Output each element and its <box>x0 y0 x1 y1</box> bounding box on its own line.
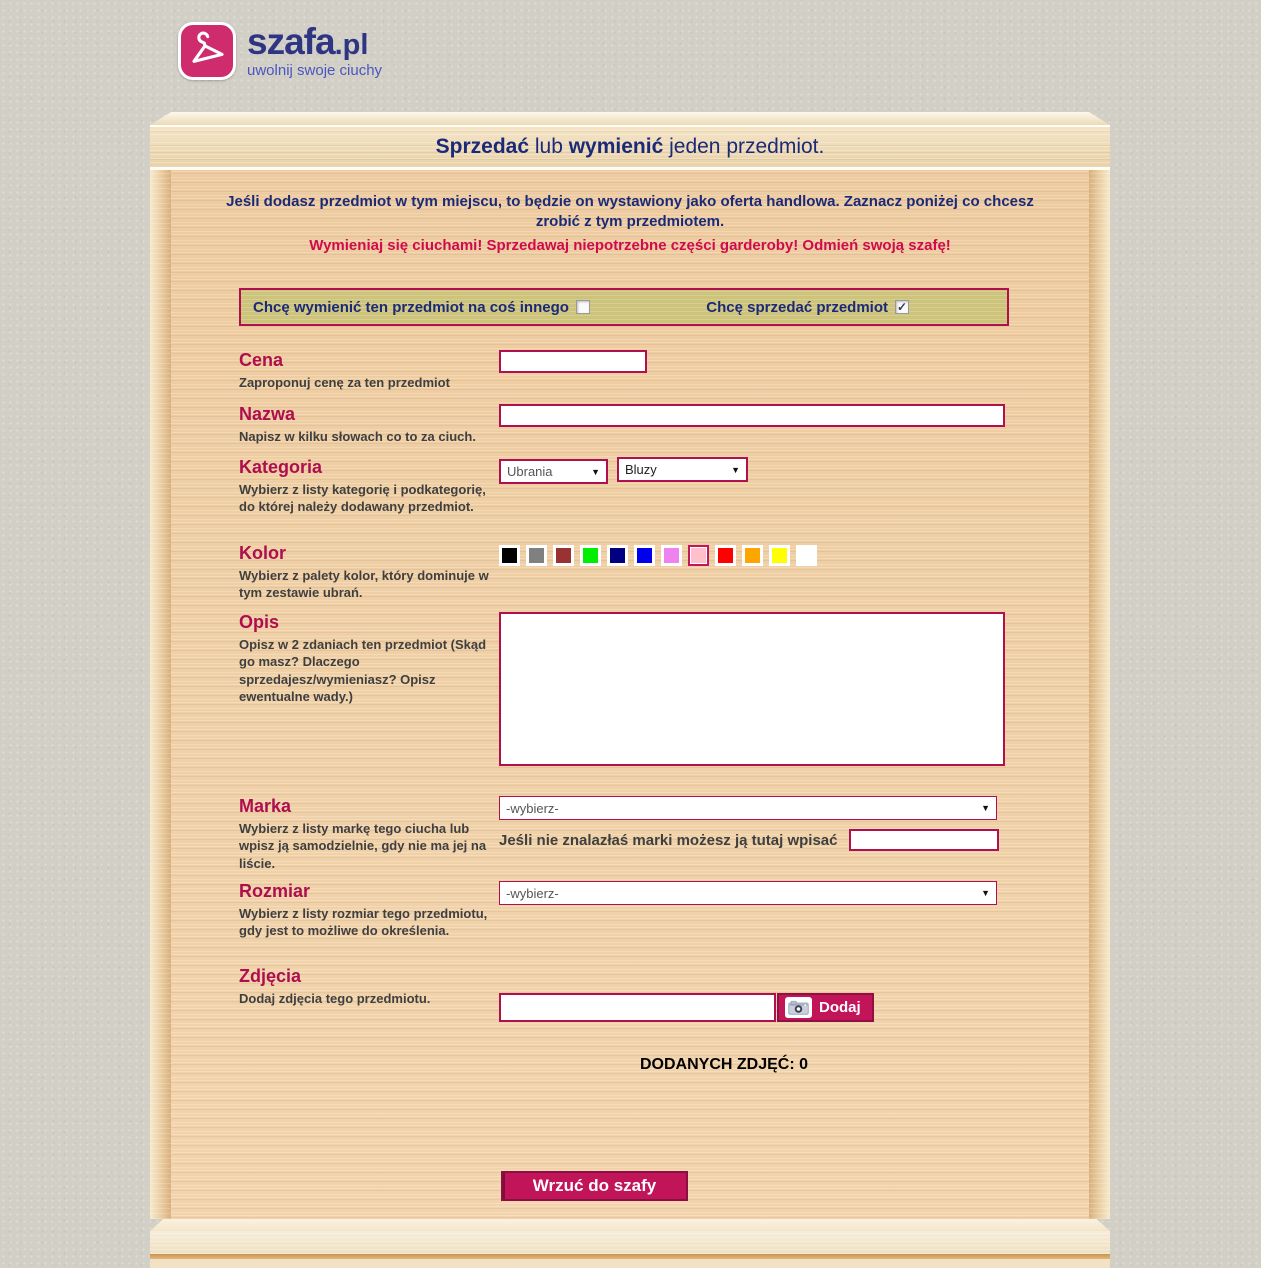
photo-count-value: 0 <box>799 1056 809 1073</box>
intro-call-to-action: Wymieniaj się ciuchami! Sprzedawaj niepotrzebne części garderoby! Odmień swoją szafę! <box>309 237 951 254</box>
sell-option-label: Chcę sprzedać przedmiot <box>706 298 888 316</box>
brand-helper: Wybierz z listy markę tego ciucha lub wpisz ją samodzielnie, gdy nie ma jej na liście. <box>239 820 487 871</box>
name-input[interactable] <box>499 404 1005 427</box>
wardrobe-top-bevel <box>150 112 1110 125</box>
brand-name: szafa <box>247 21 335 62</box>
intro-block <box>215 192 1045 254</box>
camera-icon <box>785 997 812 1018</box>
add-photo-button[interactable] <box>777 993 874 1022</box>
chevron-down-icon: ▼ <box>981 888 990 898</box>
photos-label: Zdjęcia <box>239 966 302 986</box>
brand-row <box>171 796 1089 881</box>
brand-label: Marka <box>239 796 292 816</box>
wardrobe-base-bevel <box>150 1219 1110 1231</box>
color-swatch-fill-navy <box>610 548 625 563</box>
category-row <box>171 457 1089 543</box>
price-input[interactable] <box>499 350 647 373</box>
brand-tld: .pl <box>334 29 369 61</box>
color-swatch-fill-red <box>718 548 733 563</box>
brand-manual-label: Jeśli nie znalazłaś marki możesz ją tutaj wpisać <box>499 831 838 849</box>
color-swatch-black[interactable] <box>499 545 520 566</box>
photos-helper: Dodaj zdjęcia tego przedmiotu. <box>239 990 431 1006</box>
price-label: Cena <box>239 350 284 370</box>
color-swatch-fill-gray <box>529 548 544 563</box>
add-photo-button-label: Dodaj <box>819 999 861 1016</box>
color-swatch-red[interactable] <box>715 545 736 566</box>
title-rest: jeden przedmiot. <box>663 135 825 158</box>
hanger-icon <box>178 22 236 80</box>
category-label: Kategoria <box>239 457 323 477</box>
color-swatch-fill-yellow <box>772 548 787 563</box>
intro-text: Jeśli dodasz przedmiot w tym miejscu, to będzie on wystawiony jako oferta handlowa. Zaznacz poniżej co chcesz zrobić z tym przedmiotem. <box>226 193 1034 230</box>
size-select-value: -wybierz- <box>506 885 559 901</box>
color-helper: Wybierz z palety kolor, który dominuje w tym zestawie ubrań. <box>239 567 489 601</box>
exchange-option-label: Chcę wymienić ten przedmiot na coś innego <box>253 298 569 316</box>
wardrobe-frame <box>150 112 1110 1268</box>
color-swatch-white[interactable] <box>796 545 817 566</box>
chevron-down-icon: ▼ <box>591 466 600 477</box>
form-panel <box>171 170 1089 1219</box>
name-label: Nazwa <box>239 404 296 424</box>
color-swatch-fill-brown <box>556 548 571 563</box>
wardrobe-right-rail <box>1089 170 1110 1219</box>
photos-row <box>171 966 1089 1026</box>
chevron-down-icon: ▼ <box>731 464 740 475</box>
title-word-or: lub <box>529 135 569 158</box>
sell-option <box>706 299 909 316</box>
sell-checkbox[interactable]: ✓ <box>896 300 908 314</box>
wardrobe-base-foot <box>150 1259 1110 1268</box>
color-swatch-brown[interactable] <box>553 545 574 566</box>
description-row <box>171 612 1089 796</box>
exchange-option <box>253 299 590 316</box>
brand-manual-input[interactable] <box>849 829 999 851</box>
color-row <box>171 543 1089 612</box>
photo-count <box>499 1056 949 1074</box>
price-helper: Zaproponuj cenę za ten przedmiot <box>239 374 450 390</box>
name-row <box>171 404 1089 457</box>
subcategory-select[interactable] <box>617 457 748 482</box>
size-label: Rozmiar <box>239 881 311 901</box>
color-swatch-orange[interactable] <box>742 545 763 566</box>
description-textarea[interactable] <box>499 612 1005 766</box>
description-label: Opis <box>239 612 280 632</box>
chevron-down-icon: ▼ <box>981 803 990 813</box>
color-swatch-green[interactable] <box>580 545 601 566</box>
color-swatch-fill-black <box>502 548 517 563</box>
name-helper: Napisz w kilku słowach co to za ciuch. <box>239 428 476 444</box>
color-palette <box>499 545 1089 566</box>
color-swatch-fill-white <box>799 548 814 563</box>
category-helper: Wybierz z listy kategorię i podkategorię, do której należy dodawany przedmiot. <box>239 481 486 515</box>
color-swatch-fill-orange <box>745 548 760 563</box>
color-swatch-navy[interactable] <box>607 545 628 566</box>
brand-tagline: uwolnij swoje ciuchy <box>247 62 383 79</box>
color-swatch-yellow[interactable] <box>769 545 790 566</box>
color-swatch-fill-blue <box>637 548 652 563</box>
price-row <box>171 350 1089 404</box>
wardrobe-left-rail <box>150 170 171 1219</box>
size-select[interactable] <box>499 881 997 905</box>
color-swatch-fill-green <box>583 548 598 563</box>
photo-count-label: DODANYCH ZDJĘĆ: <box>639 1056 795 1073</box>
page-title <box>436 135 825 159</box>
color-swatch-pink[interactable] <box>688 545 709 566</box>
wardrobe-base <box>150 1231 1110 1254</box>
logo-text <box>247 23 382 79</box>
exchange-checkbox[interactable] <box>576 300 590 314</box>
color-swatch-blue[interactable] <box>634 545 655 566</box>
subcategory-select-value: Bluzy <box>625 462 657 477</box>
brand-select-value: -wybierz- <box>506 800 559 816</box>
title-word-exchange: wymienić <box>568 135 664 158</box>
description-helper: Opisz w 2 zdaniach ten przedmiot (Skąd go masz? Dlaczego sprzedajesz/wymieniasz? Opisz ewentualne wady.) <box>239 636 487 705</box>
brand-select[interactable] <box>499 796 997 820</box>
color-swatch-fill-pink <box>691 548 706 563</box>
offer-type-bar <box>239 288 1009 326</box>
photo-file-input[interactable] <box>499 993 776 1022</box>
size-helper: Wybierz z listy rozmiar tego przedmiotu, gdy jest to możliwe do określenia. <box>239 905 488 939</box>
submit-button[interactable]: Wrzuć do szafy <box>501 1171 688 1201</box>
form-title-bar <box>150 125 1110 170</box>
category-select[interactable] <box>499 459 608 484</box>
category-select-value: Ubrania <box>507 464 553 479</box>
size-row <box>171 881 1089 966</box>
color-swatch-gray[interactable] <box>526 545 547 566</box>
title-word-sell: Sprzedać <box>435 135 530 158</box>
color-swatch-fill-violet <box>664 548 679 563</box>
color-swatch-violet[interactable] <box>661 545 682 566</box>
site-logo[interactable] <box>178 22 382 80</box>
color-label: Kolor <box>239 543 286 563</box>
